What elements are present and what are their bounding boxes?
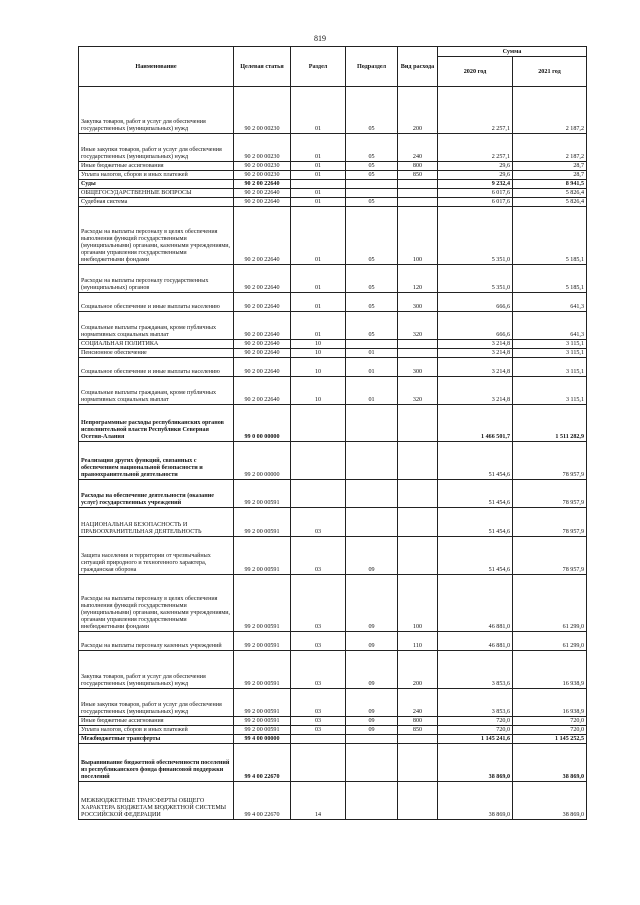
table-row <box>79 180 587 189</box>
cell-podrazdel <box>346 480 398 508</box>
cell-name: Иные бюджетные ассигнования <box>79 162 234 171</box>
cell-vid: 850 <box>398 171 438 180</box>
cell-amount-2021: 78 957,9 <box>513 442 587 480</box>
cell-code: 90 2 00 22640 <box>234 358 291 377</box>
cell-code: 99 2 00 00591 <box>234 508 291 537</box>
table-row <box>79 207 587 265</box>
table-row <box>79 189 587 198</box>
table-row <box>79 340 587 349</box>
cell-name: Непрограммные расходы республиканских органов исполнительной власти Республики Северная Осетия-Алания <box>79 405 234 442</box>
table-row <box>79 265 587 293</box>
cell-name: Расходы на выплаты персоналу государственных (муниципальных) органов <box>79 265 234 293</box>
cell-amount-2020: 38 869,0 <box>438 782 513 820</box>
cell-razdel: 03 <box>291 717 346 726</box>
cell-code: 90 2 00 22640 <box>234 198 291 207</box>
cell-amount-2021: 16 938,9 <box>513 651 587 689</box>
cell-vid <box>398 744 438 782</box>
table-row <box>79 198 587 207</box>
cell-amount-2020: 3 214,8 <box>438 358 513 377</box>
table-header <box>79 47 587 87</box>
cell-amount-2020: 46 881,0 <box>438 632 513 651</box>
cell-razdel: 10 <box>291 358 346 377</box>
table-row <box>79 717 587 726</box>
cell-amount-2021: 3 115,1 <box>513 377 587 405</box>
cell-code: 99 4 00 00000 <box>234 735 291 744</box>
cell-code: 90 2 00 22640 <box>234 189 291 198</box>
cell-amount-2020: 29,6 <box>438 162 513 171</box>
cell-amount-2021: 5 185,1 <box>513 207 587 265</box>
cell-name: Судебная система <box>79 198 234 207</box>
cell-code: 99 0 00 00000 <box>234 405 291 442</box>
cell-amount-2021: 3 115,1 <box>513 340 587 349</box>
cell-podrazdel <box>346 782 398 820</box>
cell-amount-2020: 51 454,6 <box>438 508 513 537</box>
cell-code: 99 2 00 00591 <box>234 632 291 651</box>
cell-vid <box>398 340 438 349</box>
cell-razdel: 01 <box>291 189 346 198</box>
cell-name: НАЦИОНАЛЬНАЯ БЕЗОПАСНОСТЬ И ПРАВООХРАНИТЕЛЬНАЯ ДЕЯТЕЛЬНОСТЬ <box>79 508 234 537</box>
cell-vid: 300 <box>398 293 438 312</box>
cell-amount-2020: 51 454,6 <box>438 537 513 575</box>
cell-amount-2021: 2 187,2 <box>513 87 587 134</box>
cell-vid: 800 <box>398 162 438 171</box>
cell-razdel <box>291 180 346 189</box>
table-row <box>79 689 587 717</box>
cell-podrazdel: 05 <box>346 198 398 207</box>
cell-code: 90 2 00 22640 <box>234 349 291 358</box>
cell-amount-2021: 38 869,0 <box>513 782 587 820</box>
cell-amount-2021: 61 299,0 <box>513 632 587 651</box>
cell-code: 90 2 00 22640 <box>234 207 291 265</box>
cell-name: Выравнивание бюджетной обеспеченности поселений из республиканского фонда финансовой поддержки поселений <box>79 744 234 782</box>
cell-amount-2021: 28,7 <box>513 162 587 171</box>
cell-razdel: 10 <box>291 349 346 358</box>
cell-amount-2020: 3 214,8 <box>438 349 513 358</box>
table-row <box>79 377 587 405</box>
cell-amount-2020: 666,6 <box>438 293 513 312</box>
cell-name: Межбюджетные трансферты <box>79 735 234 744</box>
cell-amount-2020: 6 017,6 <box>438 189 513 198</box>
cell-vid: 240 <box>398 134 438 162</box>
cell-amount-2021: 16 938,9 <box>513 689 587 717</box>
cell-amount-2020: 3 214,8 <box>438 340 513 349</box>
cell-code: 99 2 00 00000 <box>234 442 291 480</box>
cell-amount-2020: 720,0 <box>438 717 513 726</box>
cell-amount-2021: 78 957,9 <box>513 537 587 575</box>
cell-podrazdel: 05 <box>346 134 398 162</box>
cell-podrazdel: 05 <box>346 162 398 171</box>
table-row <box>79 651 587 689</box>
cell-podrazdel: 05 <box>346 87 398 134</box>
cell-amount-2020: 51 454,6 <box>438 442 513 480</box>
cell-podrazdel <box>346 735 398 744</box>
cell-code: 90 2 00 00230 <box>234 162 291 171</box>
cell-amount-2020: 51 454,6 <box>438 480 513 508</box>
cell-razdel: 10 <box>291 340 346 349</box>
cell-razdel: 01 <box>291 293 346 312</box>
cell-amount-2021: 78 957,9 <box>513 480 587 508</box>
cell-vid: 100 <box>398 207 438 265</box>
cell-name: Иные бюджетные ассигнования <box>79 717 234 726</box>
cell-razdel: 03 <box>291 575 346 632</box>
cell-podrazdel: 01 <box>346 377 398 405</box>
cell-amount-2021: 38 869,0 <box>513 744 587 782</box>
table-row <box>79 726 587 735</box>
header-code: Целевая статья <box>234 47 291 87</box>
cell-razdel: 01 <box>291 87 346 134</box>
cell-amount-2020: 3 214,8 <box>438 377 513 405</box>
cell-podrazdel: 05 <box>346 312 398 340</box>
cell-podrazdel <box>346 180 398 189</box>
cell-vid: 320 <box>398 312 438 340</box>
table-row <box>79 744 587 782</box>
cell-name: Социальное обеспечение и иные выплаты населению <box>79 358 234 377</box>
cell-podrazdel: 01 <box>346 349 398 358</box>
cell-amount-2020: 666,6 <box>438 312 513 340</box>
budget-table <box>78 46 587 820</box>
cell-podrazdel: 01 <box>346 358 398 377</box>
cell-vid: 240 <box>398 689 438 717</box>
cell-razdel: 01 <box>291 312 346 340</box>
cell-razdel: 03 <box>291 689 346 717</box>
cell-vid <box>398 782 438 820</box>
cell-vid <box>398 537 438 575</box>
cell-razdel: 10 <box>291 377 346 405</box>
header-year-2021: 2021 год <box>513 57 587 87</box>
cell-amount-2020: 46 881,0 <box>438 575 513 632</box>
cell-razdel: 03 <box>291 508 346 537</box>
cell-name: Уплата налогов, сборов и иных платежей <box>79 171 234 180</box>
cell-podrazdel <box>346 340 398 349</box>
cell-code: 99 2 00 00591 <box>234 480 291 508</box>
cell-razdel <box>291 442 346 480</box>
cell-amount-2021: 1 145 252,5 <box>513 735 587 744</box>
cell-code: 90 2 00 22640 <box>234 377 291 405</box>
cell-razdel: 01 <box>291 207 346 265</box>
cell-name: Суды <box>79 180 234 189</box>
cell-vid: 320 <box>398 377 438 405</box>
cell-amount-2021: 28,7 <box>513 171 587 180</box>
table-body <box>79 87 587 820</box>
cell-podrazdel: 09 <box>346 689 398 717</box>
table-row <box>79 405 587 442</box>
cell-vid <box>398 480 438 508</box>
cell-name: Уплата налогов, сборов и иных платежей <box>79 726 234 735</box>
cell-amount-2020: 2 257,1 <box>438 134 513 162</box>
header-sum: Сумма <box>438 47 587 57</box>
cell-name: Закупка товаров, работ и услуг для обеспечения государственных (муниципальных) нужд <box>79 651 234 689</box>
cell-amount-2021: 720,0 <box>513 717 587 726</box>
cell-podrazdel: 09 <box>346 717 398 726</box>
cell-name: Пенсионное обеспечение <box>79 349 234 358</box>
cell-amount-2021: 1 511 282,9 <box>513 405 587 442</box>
cell-podrazdel <box>346 405 398 442</box>
cell-code: 99 2 00 00591 <box>234 726 291 735</box>
cell-amount-2020: 29,6 <box>438 171 513 180</box>
cell-code: 99 2 00 00591 <box>234 717 291 726</box>
cell-podrazdel: 09 <box>346 575 398 632</box>
cell-code: 99 2 00 00591 <box>234 537 291 575</box>
cell-code: 99 2 00 00591 <box>234 575 291 632</box>
cell-podrazdel <box>346 744 398 782</box>
cell-name: Иные закупки товаров, работ и услуг для обеспечения государственных (муниципальных) нужд <box>79 689 234 717</box>
cell-name: СОЦИАЛЬНАЯ ПОЛИТИКА <box>79 340 234 349</box>
cell-podrazdel: 05 <box>346 265 398 293</box>
cell-code: 90 2 00 22640 <box>234 293 291 312</box>
cell-vid <box>398 349 438 358</box>
header-year-2020: 2020 год <box>438 57 513 87</box>
table-row <box>79 87 587 134</box>
cell-name: Расходы на выплаты персоналу казенных учреждений <box>79 632 234 651</box>
cell-vid: 110 <box>398 632 438 651</box>
header-podrazdel: Подраздел <box>346 47 398 87</box>
table-row <box>79 171 587 180</box>
cell-podrazdel: 09 <box>346 632 398 651</box>
cell-name: Расходы на обеспечение деятельности (оказание услуг) государственных учреждений <box>79 480 234 508</box>
cell-name: Социальное обеспечение и иные выплаты населению <box>79 293 234 312</box>
cell-vid <box>398 442 438 480</box>
cell-vid: 850 <box>398 726 438 735</box>
cell-vid <box>398 405 438 442</box>
cell-razdel: 03 <box>291 537 346 575</box>
cell-amount-2021: 5 826,4 <box>513 189 587 198</box>
cell-vid <box>398 198 438 207</box>
table-row <box>79 632 587 651</box>
cell-vid <box>398 189 438 198</box>
cell-amount-2020: 5 351,0 <box>438 265 513 293</box>
cell-vid <box>398 180 438 189</box>
cell-code: 90 2 00 00230 <box>234 87 291 134</box>
cell-name: МЕЖБЮДЖЕТНЫЕ ТРАНСФЕРТЫ ОБЩЕГО ХАРАКТЕРА БЮДЖЕТАМ БЮДЖЕТНОЙ СИСТЕМЫ РОССИЙСКОЙ ФЕДЕРАЦИИ <box>79 782 234 820</box>
cell-vid: 300 <box>398 358 438 377</box>
cell-razdel: 01 <box>291 134 346 162</box>
cell-amount-2021: 641,3 <box>513 312 587 340</box>
cell-amount-2021: 720,0 <box>513 726 587 735</box>
table-row <box>79 312 587 340</box>
cell-amount-2020: 2 257,1 <box>438 87 513 134</box>
cell-podrazdel <box>346 189 398 198</box>
cell-razdel: 03 <box>291 651 346 689</box>
table-row <box>79 575 587 632</box>
cell-razdel <box>291 744 346 782</box>
cell-amount-2021: 78 957,9 <box>513 508 587 537</box>
cell-amount-2021: 8 941,5 <box>513 180 587 189</box>
cell-code: 99 2 00 00591 <box>234 651 291 689</box>
cell-razdel: 01 <box>291 171 346 180</box>
cell-podrazdel: 09 <box>346 651 398 689</box>
cell-code: 90 2 00 22640 <box>234 180 291 189</box>
header-razdel: Раздел <box>291 47 346 87</box>
page-number: 819 <box>314 34 326 43</box>
cell-vid: 200 <box>398 651 438 689</box>
cell-amount-2021: 5 185,1 <box>513 265 587 293</box>
cell-amount-2020: 6 017,6 <box>438 198 513 207</box>
cell-amount-2021: 3 115,1 <box>513 358 587 377</box>
cell-podrazdel: 09 <box>346 537 398 575</box>
cell-podrazdel: 05 <box>346 293 398 312</box>
cell-code: 99 2 00 00591 <box>234 689 291 717</box>
cell-name: Расходы на выплаты персоналу в целях обеспечения выполнения функций государственными (муниципальными) органами, казенными учреждениями, органами управления государственными внебюджетными фондами <box>79 207 234 265</box>
cell-razdel: 01 <box>291 162 346 171</box>
table-row <box>79 537 587 575</box>
cell-vid: 800 <box>398 717 438 726</box>
cell-vid <box>398 508 438 537</box>
cell-vid: 120 <box>398 265 438 293</box>
header-name: Наименование <box>79 47 234 87</box>
cell-razdel <box>291 480 346 508</box>
cell-amount-2020: 9 232,4 <box>438 180 513 189</box>
cell-code: 90 2 00 00230 <box>234 134 291 162</box>
cell-amount-2021: 2 187,2 <box>513 134 587 162</box>
cell-name: Защита населения и территории от чрезвычайных ситуаций природного и техногенного характера, гражданская оборона <box>79 537 234 575</box>
cell-amount-2020: 3 853,6 <box>438 689 513 717</box>
cell-name: Социальные выплаты гражданам, кроме публичных нормативных социальных выплат <box>79 377 234 405</box>
cell-vid: 200 <box>398 87 438 134</box>
header-vid: Вид расхода <box>398 47 438 87</box>
table-row <box>79 349 587 358</box>
cell-razdel: 01 <box>291 265 346 293</box>
table-row <box>79 508 587 537</box>
cell-amount-2021: 3 115,1 <box>513 349 587 358</box>
cell-amount-2020: 5 351,0 <box>438 207 513 265</box>
cell-razdel <box>291 735 346 744</box>
cell-code: 90 2 00 22640 <box>234 340 291 349</box>
table-row <box>79 134 587 162</box>
cell-razdel: 01 <box>291 198 346 207</box>
cell-code: 90 2 00 00230 <box>234 171 291 180</box>
cell-name: Расходы на выплаты персоналу в целях обеспечения выполнения функций государственными (муниципальными) органами, казенными учреждениями, органами управления государственными внебюджетными фондами <box>79 575 234 632</box>
cell-podrazdel <box>346 442 398 480</box>
cell-amount-2020: 38 869,0 <box>438 744 513 782</box>
cell-name: Закупка товаров, работ и услуг для обеспечения государственных (муниципальных) нужд <box>79 87 234 134</box>
cell-code: 90 2 00 22640 <box>234 312 291 340</box>
cell-podrazdel: 05 <box>346 207 398 265</box>
cell-razdel: 03 <box>291 632 346 651</box>
table-row <box>79 293 587 312</box>
cell-amount-2020: 3 853,6 <box>438 651 513 689</box>
cell-podrazdel: 05 <box>346 171 398 180</box>
cell-vid: 100 <box>398 575 438 632</box>
cell-code: 90 2 00 22640 <box>234 265 291 293</box>
cell-name: ОБЩЕГОСУДАРСТВЕННЫЕ ВОПРОСЫ <box>79 189 234 198</box>
table-row <box>79 480 587 508</box>
table-row <box>79 162 587 171</box>
cell-code: 99 4 00 22670 <box>234 782 291 820</box>
table-row <box>79 358 587 377</box>
cell-amount-2021: 641,3 <box>513 293 587 312</box>
table-row <box>79 735 587 744</box>
cell-amount-2020: 720,0 <box>438 726 513 735</box>
cell-vid <box>398 735 438 744</box>
cell-name: Реализация других функций, связанных с обеспечением национальной безопасности и правоохранительной деятельности <box>79 442 234 480</box>
cell-podrazdel <box>346 508 398 537</box>
cell-name: Социальные выплаты гражданам, кроме публичных нормативных социальных выплат <box>79 312 234 340</box>
cell-razdel: 14 <box>291 782 346 820</box>
table-row <box>79 442 587 480</box>
cell-amount-2020: 1 145 241,6 <box>438 735 513 744</box>
table-row <box>79 782 587 820</box>
cell-amount-2021: 61 299,0 <box>513 575 587 632</box>
cell-amount-2020: 1 466 501,7 <box>438 405 513 442</box>
cell-code: 99 4 00 22670 <box>234 744 291 782</box>
cell-amount-2021: 5 826,4 <box>513 198 587 207</box>
cell-name: Иные закупки товаров, работ и услуг для обеспечения государственных (муниципальных) нужд <box>79 134 234 162</box>
cell-razdel <box>291 405 346 442</box>
cell-podrazdel: 09 <box>346 726 398 735</box>
cell-razdel: 03 <box>291 726 346 735</box>
